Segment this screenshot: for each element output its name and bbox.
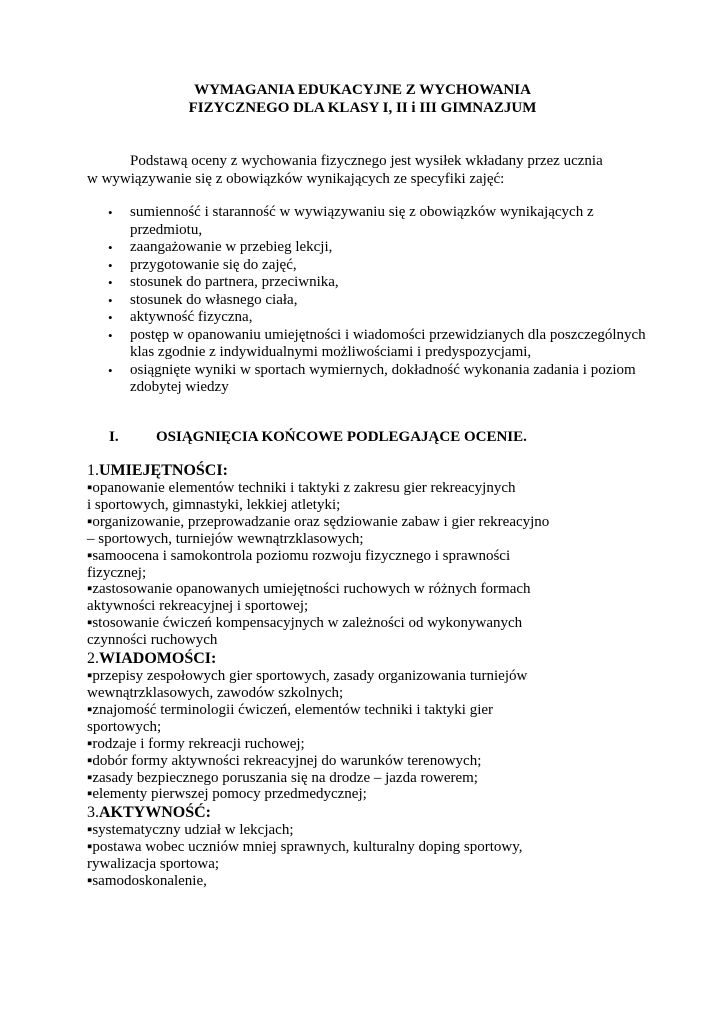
category-line: ▪zastosowanie opanowanych umiejętności ruchowych w różnych formach	[87, 581, 531, 598]
section-title: OSIĄGNIĘCIA KOŃCOWE PODLEGAJĄCE OCENIE.	[156, 429, 527, 445]
category-line: fizycznej;	[87, 564, 147, 581]
category-heading	[87, 649, 647, 668]
achievements-content	[87, 461, 647, 890]
section-number: I.	[109, 429, 119, 445]
category-line: ▪stosowanie ćwiczeń kompensacyjnych w zależności od wykonywanych	[87, 615, 523, 632]
bullet-dot-icon: •	[108, 362, 113, 378]
bullet-item	[0, 274, 650, 292]
document-title	[0, 81, 725, 117]
category-line: rywalizacja sportowa;	[87, 856, 220, 873]
category-heading	[87, 461, 647, 480]
bullet-line: sumienność i staranność w wywiązywaniu się z obowiązków wynikających z	[130, 204, 594, 220]
section-heading	[109, 429, 669, 446]
title-line-2: FIZYCZNEGO DLA KLASY I, II i III GIMNAZJUM	[188, 100, 537, 116]
requirements-bullet-list	[0, 204, 725, 397]
title-line-1: WYMAGANIA EDUKACYJNE Z WYCHOWANIA	[194, 82, 531, 98]
category-line: czynności ruchowych	[87, 632, 218, 649]
category-line: ▪zasady bezpiecznego poruszania się na drodze – jazda rowerem;	[87, 769, 478, 786]
bullet-line: stosunek do własnego ciała,	[130, 291, 298, 308]
category-line: sportowych;	[87, 718, 162, 735]
category-name: WIADOMOŚCI:	[99, 650, 217, 668]
category-line: ▪organizowanie, przeprowadzanie oraz sędziowanie zabaw i gier rekreacyjno	[87, 513, 550, 530]
bullet-line: przedmiotu,	[130, 221, 203, 238]
bullet-item	[0, 204, 650, 239]
bullet-line: osiągnięte wyniki w sportach wymiernych, dokładność wykonania zadania i poziom	[130, 361, 636, 378]
bullet-line: klas zgodnie z indywidualnymi możliwościami i predyspozycjami,	[130, 344, 532, 360]
category-line: ▪samoocena i samokontrola poziomu rozwoju fizycznego i sprawności	[87, 547, 511, 564]
bullet-dot-icon: •	[108, 327, 113, 343]
category-line: wewnątrzklasowych, zawodów szkolnych;	[87, 684, 344, 701]
category-line: ▪znajomość terminologii ćwiczeń, elementów techniki i taktyki gier	[87, 701, 494, 718]
bullet-dot-icon: •	[108, 205, 113, 220]
bullet-dot-icon: •	[108, 275, 113, 290]
category-line: ▪przepisy zespołowych gier sportowych, zasady organizowania turniejów	[87, 668, 528, 685]
bullet-line: zaangażowanie w przebieg lekcji,	[130, 239, 333, 255]
category-line: ▪opanowanie elementów techniki i taktyki z zakresu gier rekreacyjnych	[87, 480, 516, 496]
bullet-dot-icon: •	[108, 292, 113, 308]
bullet-line: stosunek do partnera, przeciwnika,	[130, 274, 339, 290]
bullet-dot-icon: •	[108, 240, 113, 255]
category-number: 3.	[87, 804, 99, 822]
category-line: ▪postawa wobec uczniów mniej sprawnych, kulturalny doping sportowy,	[87, 839, 523, 856]
category-line: ▪elementy pierwszej pomocy przedmedycznej;	[87, 786, 367, 803]
category-line: aktywności rekreacyjnej i sportowej;	[87, 598, 309, 615]
bullet-item	[0, 327, 650, 362]
bullet-line: przygotowanie się do zajęć,	[130, 256, 297, 273]
category-line: i sportowych, gimnastyki, lekkiej atletyki;	[87, 496, 341, 513]
category-line: ▪dobór formy aktywności rekreacyjnej do warunków terenowych;	[87, 752, 482, 769]
category-line: – sportowych, turniejów wewnątrzklasowych;	[87, 530, 364, 547]
bullet-dot-icon: •	[108, 257, 113, 273]
bullet-dot-icon: •	[108, 310, 113, 325]
bullet-item	[0, 309, 650, 327]
intro-paragraph	[87, 152, 667, 188]
bullet-item	[0, 239, 650, 257]
category-line: ▪rodzaje i formy rekreacji ruchowej;	[87, 735, 305, 752]
bullet-item	[0, 362, 650, 397]
category-number: 2.	[87, 650, 99, 668]
bullet-line: zdobytej wiedzy	[130, 379, 229, 395]
category-line: ▪samodoskonalenie,	[87, 873, 207, 890]
intro-line-2: w wywiązywanie się z obowiązków wynikających ze specyfiki zajęć:	[87, 171, 505, 187]
intro-line-1: Podstawą oceny z wychowania fizycznego jest wysiłek wkładany przez ucznia	[130, 153, 603, 169]
category-name: AKTYWNOŚĆ:	[99, 804, 212, 822]
category-heading	[87, 803, 647, 822]
bullet-line: aktywność fizyczna,	[130, 309, 253, 325]
category-name: UMIEJĘTNOŚCI:	[99, 462, 228, 479]
bullet-item	[0, 292, 650, 310]
category-line: ▪systematyczny udział w lekcjach;	[87, 822, 294, 839]
category-number: 1.	[87, 462, 99, 479]
bullet-item	[0, 257, 650, 275]
bullet-line: postęp w opanowaniu umiejętności i wiadomości przewidzianych dla poszczególnych	[130, 326, 646, 343]
